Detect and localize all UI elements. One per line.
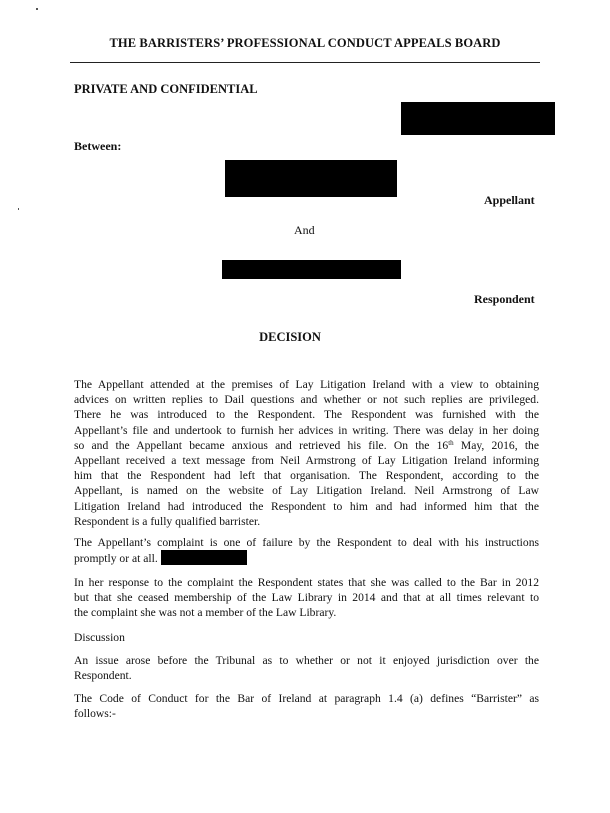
text-line: Appellant, is named on the website of Lay Litigation Ireland. Neil Armstrong of Law xyxy=(74,484,539,498)
text-line: In her response to the complaint the Respondent states that she was called to the Bar in 2012 xyxy=(74,576,539,589)
text-line: The Appellant attended at the premises of Lay Litigation Ireland with a view to obtaining xyxy=(74,378,539,391)
paragraph-complaint xyxy=(74,535,539,566)
text-line: There he was introduced to the Respondent. The Respondent was furnished with the xyxy=(74,408,539,422)
text-line: the complaint she was not a member of the Law Library. xyxy=(74,606,337,620)
text-line: The Appellant’s complaint is one of failure by the Respondent to deal with his instructions xyxy=(74,536,539,549)
inline-redaction xyxy=(161,550,247,565)
text-line: follows:- xyxy=(74,707,116,721)
scan-speck xyxy=(36,8,38,10)
and-label: And xyxy=(294,223,315,237)
text-fragment: May, 2016, the xyxy=(453,438,539,452)
text-line: him that the Respondent had left that organisation. The Respondent, according to the xyxy=(74,469,539,483)
paragraph-jurisdiction xyxy=(74,653,539,683)
redaction-block xyxy=(401,102,555,135)
text-line: advices on written replies to Dail questions and whether or not such replies are privileged. xyxy=(74,393,539,407)
text-line: Respondent is a fully qualified barrister. xyxy=(74,514,261,528)
text-fragment: so and the Appellant became anxious and retrieved his file. On the 16 xyxy=(74,438,449,452)
text-line: An issue arose before the Tribunal as to whether or not it enjoyed jurisdiction over the xyxy=(74,654,539,667)
appellant-label: Appellant xyxy=(484,193,535,207)
between-label: Between: xyxy=(74,139,122,153)
board-title: THE BARRISTERS’ PROFESSIONAL CONDUCT APPEALS BOARD xyxy=(109,36,501,50)
scan-speck xyxy=(18,208,19,210)
discussion-heading xyxy=(74,630,539,645)
text-line: Discussion xyxy=(74,631,125,644)
paragraph-code-of-conduct xyxy=(74,691,539,721)
text-line: The Code of Conduct for the Bar of Ireland at paragraph 1.4 (a) defines “Barrister” as xyxy=(74,692,539,705)
text-line: Appellant’s file and undertook to furnish her advices in writing. There was delay in her doing xyxy=(74,423,539,437)
header-rule xyxy=(70,62,540,63)
respondent-name-redaction xyxy=(222,260,401,279)
paragraph-facts xyxy=(74,377,539,529)
text-fragment: promptly or at all. xyxy=(74,552,158,566)
decision-heading: DECISION xyxy=(259,330,321,344)
paragraph-response xyxy=(74,575,539,621)
text-line: Litigation Ireland had introduced the Respondent to him and had informed him that the xyxy=(74,499,539,513)
text-line: Appellant received a text message from Neil Armstrong of Lay Litigation Ireland informing xyxy=(74,454,539,468)
text-line: but that she ceased membership of the Law Library in 2014 and that at all times relevant to xyxy=(74,591,539,605)
text-line xyxy=(74,438,539,453)
private-confidential-label: PRIVATE AND CONFIDENTIAL xyxy=(74,82,258,96)
text-line xyxy=(74,550,539,566)
ordinal-suffix: th xyxy=(448,438,454,447)
text-line: Respondent. xyxy=(74,669,132,683)
respondent-label: Respondent xyxy=(474,292,535,306)
appellant-name-redaction xyxy=(225,160,397,197)
